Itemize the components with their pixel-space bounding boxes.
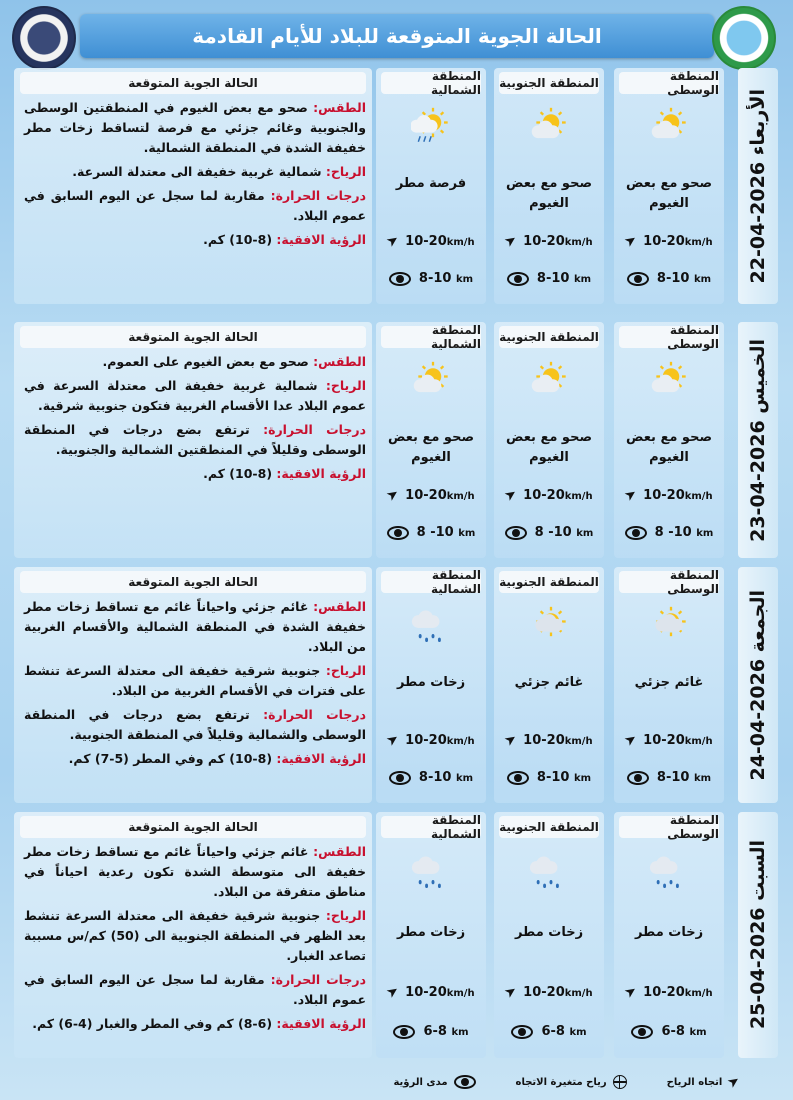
forecast-paragraph [24, 98, 366, 158]
region-card [614, 68, 724, 304]
region-visibility: 8-10 km [376, 770, 486, 785]
region-card [376, 322, 486, 558]
forecast-sentence: ترتفع بضع درجات في المنطقة الوسطى وقليلاً في المنطقتين الشمالية والجنوبية. [24, 422, 366, 457]
region-condition: زخات مطر [396, 925, 466, 940]
forecast-sentence: ترتفع بضع درجات في المنطقة الوسطى والشمالية وقليلاً في المنطقة الجنوبية. [24, 707, 366, 742]
forecast-label: درجات الحرارة: [270, 188, 366, 203]
eye-icon [507, 272, 529, 286]
forecast-label: الرؤية الافقية: [276, 466, 366, 481]
region-visibility: 8-10 km [614, 271, 724, 286]
region-visibility: 8-10 km [494, 770, 604, 785]
wind-arrow-icon: ➤ [621, 730, 641, 750]
forecast-sentence: مقاربة لما سجل عن اليوم السابق في عموم البلاد. [24, 188, 366, 223]
region-condition: صحو مع بعض الغيوم [625, 176, 713, 211]
forecast-paragraph [24, 749, 366, 769]
eye-icon [454, 1075, 476, 1089]
sun-cloud-icon [649, 106, 693, 150]
page-title: الحالة الجوية المتوقعة للبلاد للأيام القادمة [80, 14, 714, 58]
day-block-wednesday [14, 68, 778, 304]
eye-icon [393, 1025, 415, 1039]
eye-icon [389, 272, 411, 286]
region-wind: ➤ 10-20km/h [501, 982, 593, 1002]
sun-cloud-icon [411, 360, 455, 404]
day-block-thursday [14, 322, 778, 558]
forecast-label: الرياح: [325, 663, 366, 678]
region-visibility: 6-8 km [494, 1024, 604, 1039]
forecast-title: الحالة الجوية المتوقعة [20, 571, 366, 593]
wind-arrow-icon: ➤ [383, 485, 403, 505]
forecast-paragraph [24, 162, 366, 182]
rain-cloud-icon [529, 851, 573, 895]
forecast-paragraph [24, 661, 366, 701]
forecast-paragraph [24, 420, 366, 460]
region-card [614, 322, 724, 558]
region-condition: غائم جزئي [634, 675, 704, 690]
wind-arrow-icon: ➤ [724, 1072, 744, 1092]
region-card [494, 68, 604, 304]
forecast-label: الطقس: [313, 354, 366, 369]
region-visibility: 8 -10 km [376, 525, 486, 540]
forecast-paragraph [24, 597, 366, 657]
forecast-paragraph [24, 376, 366, 416]
region-wind: ➤ 10-20km/h [383, 982, 475, 1002]
region-name: المنطقة الشمالية [381, 326, 481, 348]
region-condition: غائم جزئي [514, 675, 584, 690]
weather-forecasting-logo [12, 6, 76, 70]
region-condition: زخات مطر [514, 925, 584, 940]
forecast-title: الحالة الجوية المتوقعة [20, 326, 366, 348]
region-condition: صحو مع بعض الغيوم [505, 430, 593, 465]
forecast-label: الطقس: [313, 599, 366, 614]
forecast-paragraph [24, 464, 366, 484]
region-name: المنطقة الوسطى [619, 816, 719, 838]
forecast-paragraph [24, 842, 366, 902]
forecast-sentence: غائم جزئي واحياناً غائم مع تساقط زخات مطر خفيفة الشدة في المنطقة الشمالية والأقسام الغربية من البلاد. [24, 599, 366, 654]
region-card [376, 68, 486, 304]
wind-arrow-icon: ➤ [501, 730, 521, 750]
forecast-text [24, 597, 366, 773]
region-wind: ➤ 10-20km/h [501, 485, 593, 505]
region-condition: زخات مطر [634, 925, 704, 940]
region-condition: صحو مع بعض الغيوم [625, 430, 713, 465]
region-wind: ➤ 10-20km/h [501, 231, 593, 251]
region-wind: ➤ 10-20km/h [383, 730, 475, 750]
forecast-label: الرياح: [325, 908, 366, 923]
region-card [614, 567, 724, 803]
forecast-panel [14, 812, 372, 1058]
eye-icon [627, 272, 649, 286]
eye-icon [625, 526, 647, 540]
wind-arrow-icon: ➤ [621, 982, 641, 1002]
forecast-label: درجات الحرارة: [263, 707, 366, 722]
region-wind: ➤ 10-20km/h [383, 485, 475, 505]
legend-visibility: مدى الرؤية [393, 1075, 475, 1089]
region-card [376, 567, 486, 803]
legend-variable-wind: رياح متغيرة الاتجاه [516, 1075, 627, 1089]
forecast-sentence: شمالية غربية خفيفة الى معتدلة السرعة في عموم البلاد عدا الأقسام الغربية فتكون جنوبية شرقية. [24, 378, 366, 413]
sun-rain-icon [411, 106, 455, 150]
region-visibility: 8-10 km [614, 770, 724, 785]
forecast-label: درجات الحرارة: [270, 972, 366, 987]
sun-cloud-icon [649, 360, 693, 404]
forecast-sentence: (8-10) كم. [203, 232, 277, 247]
forecast-text [24, 352, 366, 488]
forecast-sentence: صحو مع بعض الغيوم على العموم. [102, 354, 314, 369]
region-name: المنطقة الشمالية [381, 816, 481, 838]
region-wind: ➤ 10-20km/h [621, 231, 713, 251]
forecast-paragraph [24, 705, 366, 745]
region-visibility: 8 -10 km [494, 525, 604, 540]
forecast-sentence: (8-10) كم. [203, 466, 277, 481]
region-condition: صحو مع بعض الغيوم [387, 430, 475, 465]
day-label: السبت 2026-04-25 [738, 812, 778, 1058]
day-label: الخميس 2026-04-23 [738, 322, 778, 558]
region-name: المنطقة الجنوبية [499, 72, 599, 94]
forecast-sentence: جنوبية شرقية خفيفة الى معتدلة السرعة تنشط بعد الظهر في المنطقة الجنوبية الى (50) كم/س مسببة تصاعد الغبار. [24, 908, 367, 963]
region-visibility: 8 -10 km [614, 525, 724, 540]
wind-arrow-icon: ➤ [501, 982, 521, 1002]
forecast-panel [14, 567, 372, 803]
forecast-panel [14, 322, 372, 558]
region-name: المنطقة الجنوبية [499, 816, 599, 838]
forecast-paragraph [24, 352, 366, 372]
region-card [494, 812, 604, 1058]
region-condition: فرصة مطر [395, 176, 467, 191]
forecast-sentence: شمالية غربية خفيفة الى معتدلة السرعة. [72, 164, 326, 179]
forecast-paragraph [24, 186, 366, 226]
forecast-label: الرياح: [325, 164, 366, 179]
meteorology-authority-logo [712, 6, 776, 70]
region-card [494, 567, 604, 803]
region-wind: ➤ 10-20km/h [383, 231, 475, 251]
sun-cloud-icon [529, 106, 573, 150]
forecast-title: الحالة الجوية المتوقعة [20, 816, 366, 838]
wind-arrow-icon: ➤ [383, 231, 403, 251]
region-name: المنطقة الوسطى [619, 72, 719, 94]
eye-icon [389, 771, 411, 785]
region-name: المنطقة الجنوبية [499, 571, 599, 593]
day-block-saturday [14, 812, 778, 1058]
rain-cloud-icon [411, 851, 455, 895]
sun-cloud-icon [529, 360, 573, 404]
region-condition: زخات مطر [396, 675, 466, 690]
forecast-sentence: صحو مع بعض الغيوم في المنطقتين الوسطى والجنوبية وغائم جزئي مع فرصة لتساقط زخات مطر خفيفة الشدة في المنطقة الشمالية. [24, 100, 366, 155]
forecast-label: درجات الحرارة: [263, 422, 366, 437]
wind-arrow-icon: ➤ [501, 485, 521, 505]
forecast-text [24, 842, 366, 1038]
partly-cloudy-icon [529, 605, 573, 649]
eye-icon [511, 1025, 533, 1039]
variable-wind-icon [613, 1075, 627, 1089]
region-card [494, 322, 604, 558]
forecast-label: الرياح: [325, 378, 366, 393]
legend-wind-direction: ➤ اتجاه الرياح [666, 1072, 744, 1092]
region-name: المنطقة الشمالية [381, 72, 481, 94]
forecast-paragraph [24, 970, 366, 1010]
forecast-panel [14, 68, 372, 304]
region-wind: ➤ 10-20km/h [621, 730, 713, 750]
forecast-label: الطقس: [313, 844, 366, 859]
forecast-label: الطقس: [313, 100, 366, 115]
forecast-title: الحالة الجوية المتوقعة [20, 72, 366, 94]
region-name: المنطقة الشمالية [381, 571, 481, 593]
region-condition: صحو مع بعض الغيوم [505, 176, 593, 211]
region-visibility: 6-8 km [376, 1024, 486, 1039]
wind-arrow-icon: ➤ [621, 485, 641, 505]
forecast-label: الرؤية الافقية: [276, 1016, 366, 1031]
eye-icon [507, 771, 529, 785]
region-wind: ➤ 10-20km/h [621, 982, 713, 1002]
forecast-paragraph [24, 1014, 366, 1034]
eye-icon [387, 526, 409, 540]
wind-arrow-icon: ➤ [501, 231, 521, 251]
wind-arrow-icon: ➤ [383, 730, 403, 750]
forecast-sentence: (6-8) كم وفي المطر والغبار (4-6) كم. [32, 1016, 277, 1031]
region-wind: ➤ 10-20km/h [621, 485, 713, 505]
forecast-sentence: جنوبية شرقية خفيفة الى معتدلة السرعة تنشط على فترات في الأقسام الغربية من البلاد. [24, 663, 366, 698]
rain-cloud-icon [411, 605, 455, 649]
rain-cloud-icon [649, 851, 693, 895]
wind-arrow-icon: ➤ [621, 231, 641, 251]
region-visibility: 8-10 km [376, 271, 486, 286]
partly-cloudy-icon [649, 605, 693, 649]
forecast-label: الرؤية الافقية: [276, 232, 366, 247]
wind-arrow-icon: ➤ [383, 982, 403, 1002]
legend [380, 1072, 744, 1092]
day-label: الجمعة 2026-04-24 [738, 567, 778, 803]
header [0, 0, 793, 70]
region-card [614, 812, 724, 1058]
region-name: المنطقة الوسطى [619, 326, 719, 348]
day-block-friday [14, 567, 778, 803]
forecast-label: الرؤية الافقية: [276, 751, 366, 766]
forecast-sentence: غائم جزئي واحياناً غائم مع تساقط زخات مطر خفيفة الى متوسطة الشدة تكون رعدية احياناً في مناطق متفرقة من البلاد. [24, 844, 366, 899]
region-visibility: 6-8 km [614, 1024, 724, 1039]
region-wind: ➤ 10-20km/h [501, 730, 593, 750]
region-name: المنطقة الجنوبية [499, 326, 599, 348]
forecast-sentence: مقاربة لما سجل عن اليوم السابق في عموم البلاد. [24, 972, 366, 1007]
eye-icon [631, 1025, 653, 1039]
day-label: الأربعاء 2026-04-22 [738, 68, 778, 304]
region-visibility: 8-10 km [494, 271, 604, 286]
forecast-paragraph [24, 230, 366, 250]
region-name: المنطقة الوسطى [619, 571, 719, 593]
forecast-sentence: (8-10) كم وفي المطر (5-7) كم. [68, 751, 277, 766]
forecast-paragraph [24, 906, 366, 966]
eye-icon [505, 526, 527, 540]
forecast-text [24, 98, 366, 254]
region-card [376, 812, 486, 1058]
eye-icon [627, 771, 649, 785]
